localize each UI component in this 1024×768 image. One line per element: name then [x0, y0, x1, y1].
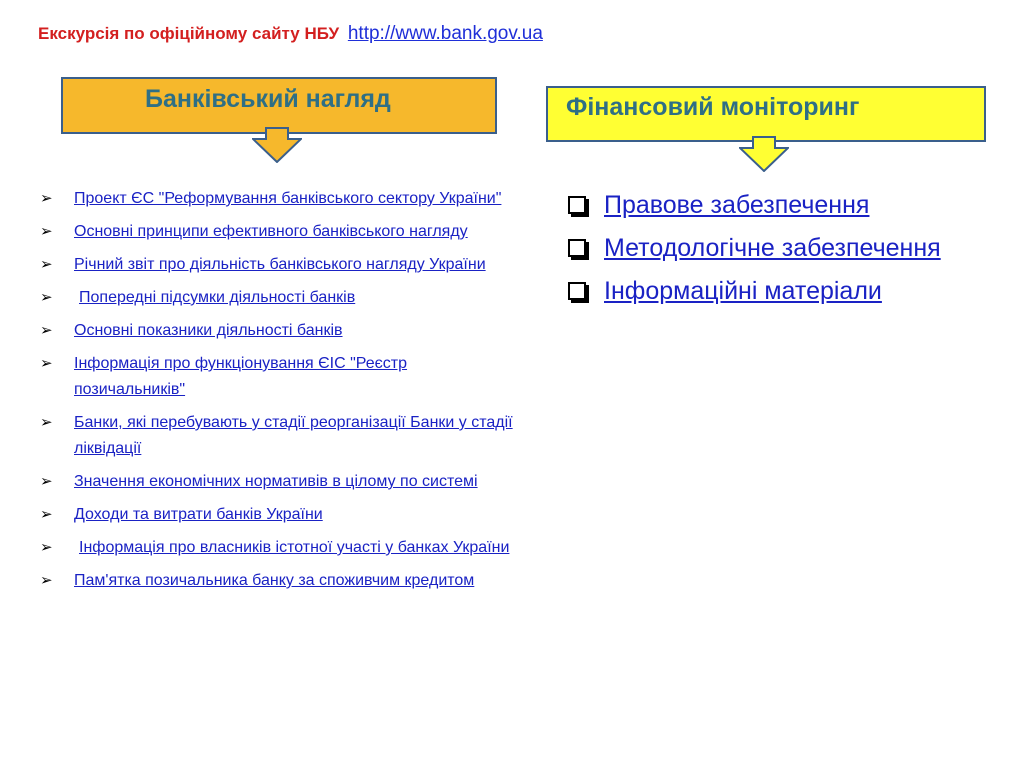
arrow-bullet-icon: ➢ [40, 539, 53, 556]
list-item [40, 351, 520, 403]
checkbox-bullet-icon [568, 239, 586, 257]
banking-supervision-links [40, 186, 520, 601]
list-item [566, 274, 986, 309]
link-annual-report[interactable]: Річний звіт про діяльність банківського нагляду України [74, 256, 486, 273]
arrow-bullet-icon: ➢ [40, 414, 53, 431]
list-item [566, 188, 986, 223]
list-item [40, 469, 520, 495]
list-item [40, 502, 520, 528]
arrow-bullet-icon: ➢ [40, 322, 53, 339]
link-borrower-memo[interactable]: Пам'ятка позичальника банку за споживчим кредитом [74, 572, 475, 589]
link-preliminary-results[interactable]: Попередні підсумки діяльності банків [79, 289, 356, 306]
link-information-materials[interactable]: Інформаційні матеріали [604, 277, 882, 305]
link-methodological-support[interactable]: Методологічне забезпечення [604, 234, 941, 262]
list-item [40, 219, 520, 245]
arrow-bullet-icon: ➢ [40, 473, 53, 490]
down-arrow-icon [252, 127, 302, 163]
link-legal-support[interactable]: Правове забезпечення [604, 191, 870, 219]
arrow-bullet-icon: ➢ [40, 223, 53, 240]
checkbox-bullet-icon [568, 282, 586, 300]
arrow-bullet-icon: ➢ [40, 506, 53, 523]
title-text: Екскурсія по офіційному сайту НБУ [38, 24, 340, 43]
list-item [40, 285, 520, 311]
banking-supervision-label: Банківський нагляд [145, 85, 391, 113]
down-arrow-icon [739, 136, 789, 172]
financial-monitoring-callout [546, 86, 986, 142]
link-supervision-principles[interactable]: Основні принципи ефективного банківського нагляду [74, 223, 468, 240]
site-url-link[interactable]: http://www.bank.gov.ua [347, 23, 543, 44]
list-item [566, 231, 986, 266]
arrow-bullet-icon: ➢ [40, 190, 53, 207]
link-eu-project[interactable]: Проект ЄС "Реформування банківського сектору України" [74, 190, 502, 207]
financial-monitoring-label: Фінансовий моніторинг [566, 93, 860, 121]
link-income-expenses[interactable]: Доходи та витрати банків України [74, 506, 323, 523]
banking-supervision-callout [61, 77, 497, 134]
link-borrowers-registry[interactable]: Інформація про функціонування ЄІС "Реєстр позичальників" [74, 355, 408, 398]
list-item [40, 318, 520, 344]
link-reorganization-liquidation[interactable]: Банки, які перебувають у стадії реорганізації Банки у стадії ліквідації [74, 414, 513, 457]
page-title [38, 22, 543, 46]
link-main-indicators[interactable]: Основні показники діяльності банків [74, 322, 343, 339]
list-item [40, 568, 520, 594]
arrow-bullet-icon: ➢ [40, 572, 53, 589]
financial-monitoring-links [566, 188, 986, 317]
list-item [40, 186, 520, 212]
arrow-bullet-icon: ➢ [40, 256, 53, 273]
list-item [40, 410, 520, 462]
list-item [40, 535, 520, 561]
link-economic-standards[interactable]: Значення економічних нормативів в цілому по системі [74, 473, 478, 490]
checkbox-bullet-icon [568, 196, 586, 214]
arrow-bullet-icon: ➢ [40, 355, 53, 372]
list-item [40, 252, 520, 278]
link-significant-owners[interactable]: Інформація про власників істотної участі у банках України [79, 539, 510, 556]
arrow-bullet-icon: ➢ [40, 289, 53, 306]
